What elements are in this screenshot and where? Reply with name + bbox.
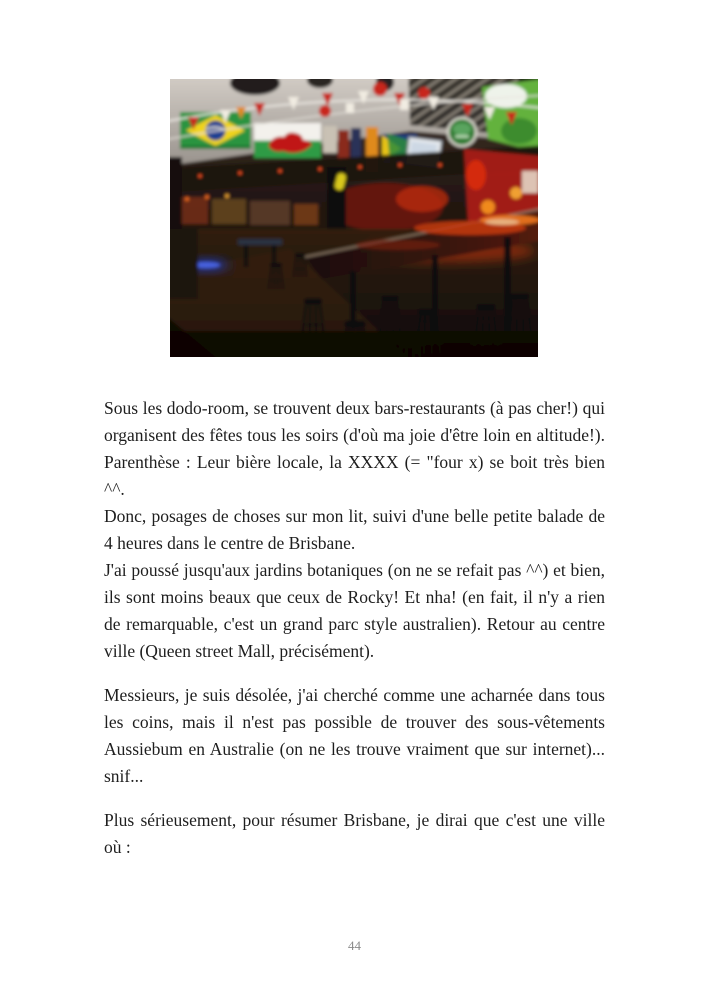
paragraph: Messieurs, je suis désolée, j'ai cherché comme une acharnée dans tous les coins, mais il n'est pas possible de trouver des sous-vêtements Aussiebum en Australie (on ne les trouve vraiment que sur internet)... snif... — [104, 685, 605, 786]
bar-interior-photo — [170, 79, 538, 357]
page-number: 44 — [348, 938, 361, 953]
paragraph: Sous les dodo-room, se trouvent deux bars-restaurants (à pas cher!) qui organisent des fêtes tous les soirs (d'où ma joie d'être loin en altitude!). Parenthèse : Leur bière locale, la XXXX (= "four x) se boit très bien ^^. — [104, 398, 605, 499]
body-text — [104, 395, 605, 861]
wales-flag — [254, 123, 321, 158]
beer-logo — [448, 118, 476, 146]
paragraph: Donc, posages de choses sur mon lit, suivi d'une belle petite balade de 4 heures dans le centre de Brisbane. — [104, 506, 605, 553]
bar-photo-art — [170, 79, 538, 357]
paragraph: Plus sérieusement, pour résumer Brisbane, je dirai que c'est une ville où : — [104, 810, 605, 857]
paragraph: J'ai poussé jusqu'aux jardins botaniques (on ne se refait pas ^^) et bien, ils sont moins beaux que ceux de Rocky! Et nha! (en fait, il n'y a rien de remarquable, c'est un grand parc style australien). Retour au centre ville (Queen street Mall, précisément). — [104, 560, 605, 661]
